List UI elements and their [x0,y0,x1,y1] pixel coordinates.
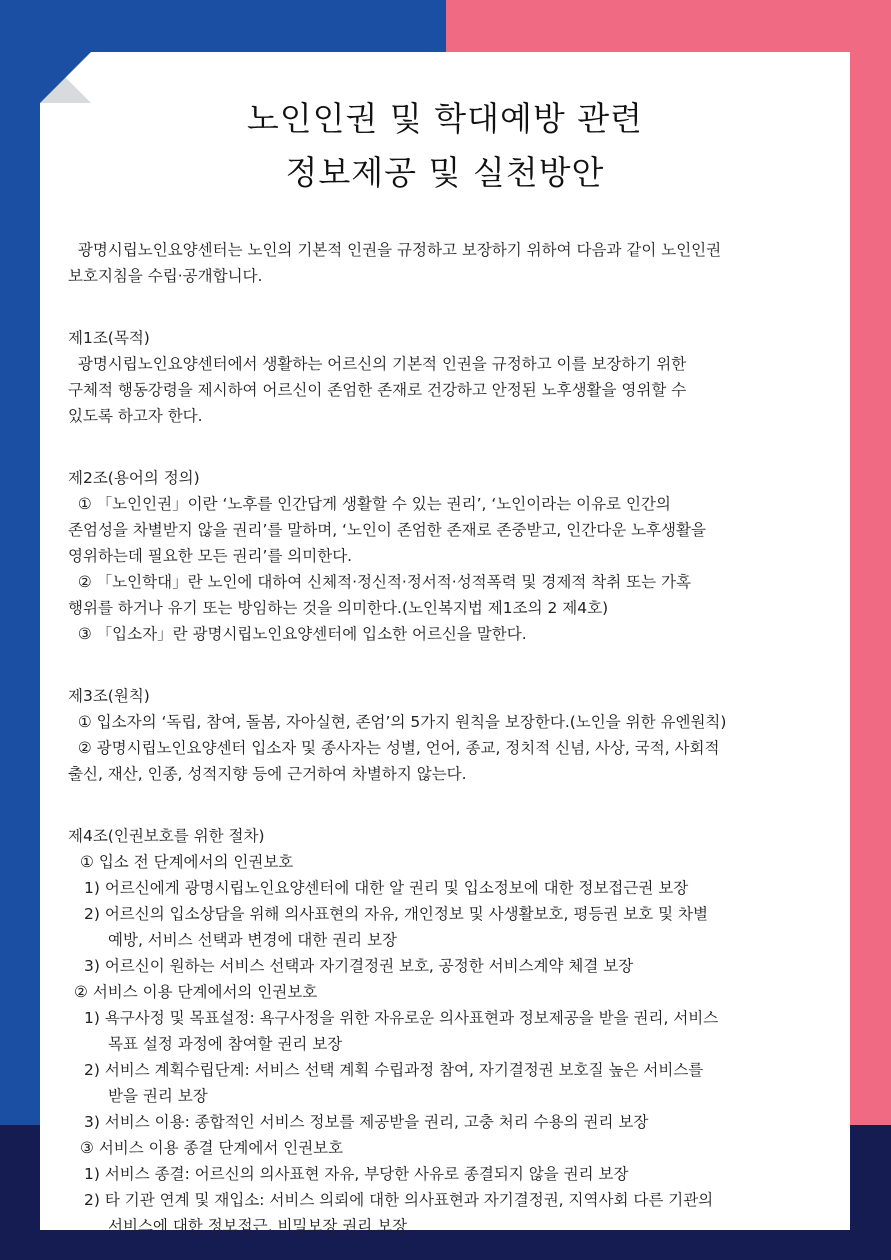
list-item: 3) 서비스 이용: 종합적인 서비스 정보를 제공받을 권리, 고충 처리 수용의 권리 보장 [84,1113,649,1131]
list-item: 1) 욕구사정 및 목표설정: 욕구사정을 위한 자유로운 의사표현과 정보제공을 받을 권리, 서비스 [84,1009,719,1027]
article-4-heading: 제4조(인권보호를 위한 절차) [68,827,265,845]
article-2-line: ② 「노인학대」란 노인에 대하여 신체적·정신적·정서적·성적폭력 및 경제적 착취 또는 가혹 [68,573,691,591]
title-line-1: 노인인권 및 학대예방 관련 [246,99,644,138]
article-1-line: 있도록 하고자 한다. [68,407,203,425]
section-title: ② 서비스 이용 단계에서의 인권보호 [74,983,318,1001]
intro-line: 보호지침을 수립·공개합니다. [68,267,263,285]
list-item: 1) 어르신에게 광명시립노인요양센터에 대한 알 권리 및 입소정보에 대한 정보접근권 보장 [84,879,689,897]
article-2-line: 영위하는데 필요한 모든 권리’를 의미한다. [68,547,353,565]
document-title [40,92,850,200]
list-item: 3) 어르신이 원하는 서비스 선택과 자기결정권 보호, 공정한 서비스계약 체결 보장 [84,957,634,975]
article-3-line: ② 광명시립노인요양센터 입소자 및 종사자는 성별, 언어, 종교, 정치적 신념, 사상, 국적, 사회적 [68,739,720,757]
section-title: ③ 서비스 이용 종결 단계에서 인권보호 [80,1139,344,1157]
list-item-continuation: 받을 권리 보장 [108,1087,208,1105]
list-item-continuation: 목표 설정 과정에 참여할 권리 보장 [108,1035,343,1053]
article-3-heading: 제3조(원칙) [68,687,150,705]
list-item: 2) 타 기관 연계 및 재입소: 서비스 의뢰에 대한 의사표현과 자기결정권, 지역사회 다른 기관의 [84,1191,714,1209]
intro-line: 광명시립노인요양센터는 노인의 기본적 인권을 규정하고 보장하기 위하여 다음과 같이 노인인권 [68,241,722,259]
list-item: 1) 서비스 종결: 어르신의 의사표현 자유, 부당한 사유로 종결되지 않을 권리 보장 [84,1165,629,1183]
section-title: ① 입소 전 단계에서의 인권보호 [80,853,294,871]
article-2-line: 존엄성을 차별받지 않을 권리’를 말하며, ‘노인이 존엄한 존재로 존중받고, 인간다운 노후생활을 [68,521,706,539]
document-body [68,237,828,1239]
list-item-continuation: 서비스에 대한 정보접근, 비밀보장 권리 보장 [108,1217,408,1235]
article-2-line: 행위를 하거나 유기 또는 방임하는 것을 의미한다.(노인복지법 제1조의 2 제4호) [68,599,609,617]
article-3-line: ① 입소자의 ‘독립, 참여, 돌봄, 자아실현, 존엄’의 5가지 원칙을 보장한다.(노인을 위한 유엔원칙) [68,713,727,731]
article-2-line: ① 「노인인권」이란 ‘노후를 인간답게 생활할 수 있는 권리’, ‘노인이라는 이유로 인간의 [68,495,671,513]
list-item: 2) 어르신의 입소상담을 위해 의사표현의 자유, 개인정보 및 사생활보호, 평등권 보호 및 차별 [84,905,708,923]
article-2-line: ③ 「입소자」란 광명시립노인요양센터에 입소한 어르신을 말한다. [68,625,527,643]
article-1-line: 구체적 행동강령을 제시하여 어르신이 존엄한 존재로 건강하고 안정된 노후생활을 영위할 수 [68,381,687,399]
article-3-line: 출신, 재산, 인종, 성적지향 등에 근거하여 차별하지 않는다. [68,765,467,783]
article-1-heading: 제1조(목적) [68,329,150,347]
title-line-2: 정보제공 및 실천방안 [285,153,605,192]
article-1-line: 광명시립노인요양센터에서 생활하는 어르신의 기본적 인권을 규정하고 이를 보장하기 위한 [68,355,687,373]
article-2-heading: 제2조(용어의 정의) [68,469,200,487]
list-item: 2) 서비스 계획수립단계: 서비스 선택 계획 수립과정 참여, 자기결정권 보호질 높은 서비스를 [84,1061,704,1079]
list-item-continuation: 예방, 서비스 선택과 변경에 대한 권리 보장 [108,931,398,949]
